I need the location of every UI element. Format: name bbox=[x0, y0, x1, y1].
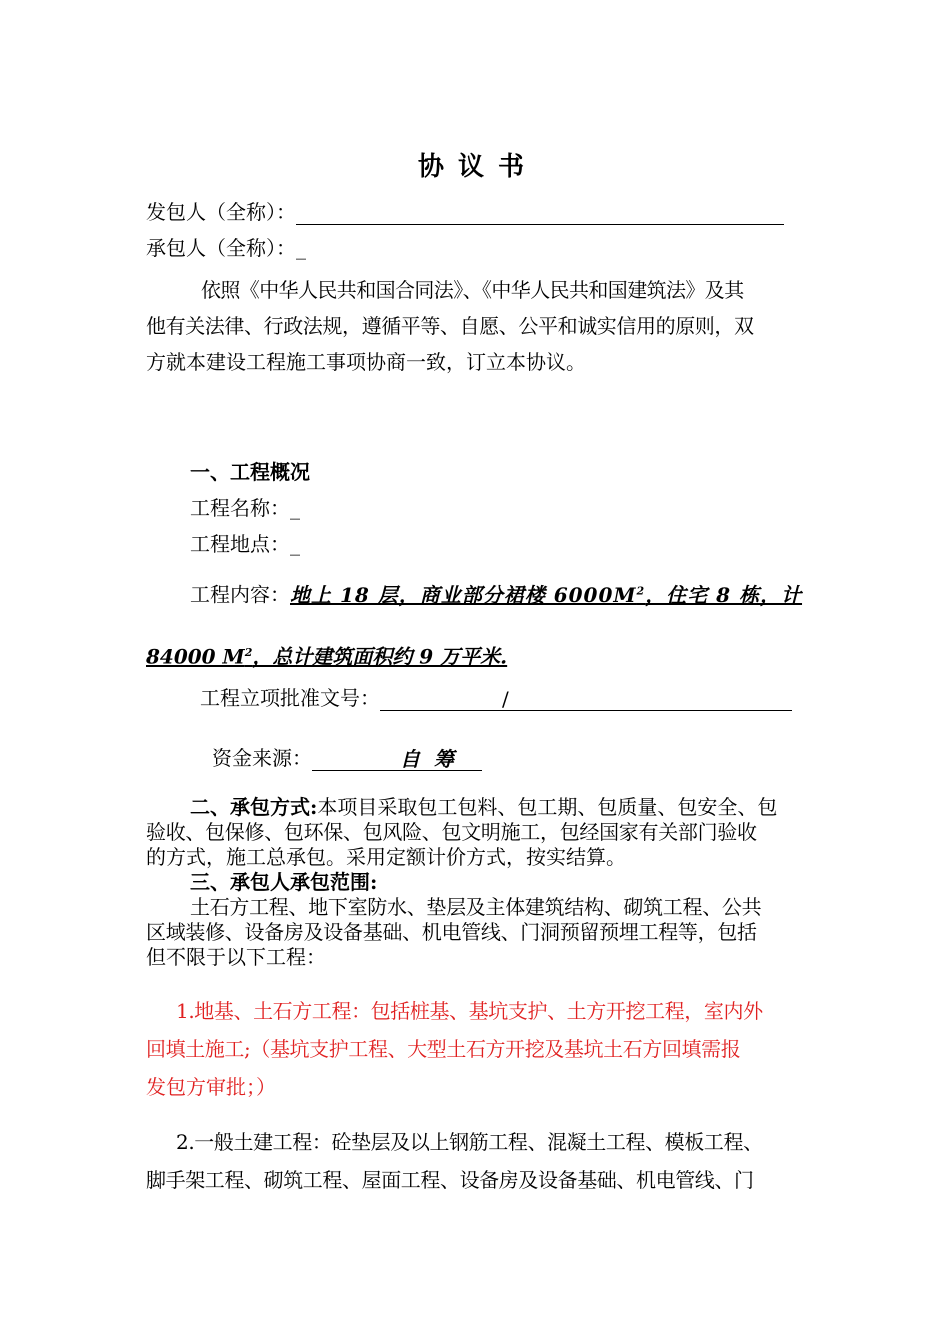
funding-value[interactable]: 自 筹 bbox=[312, 750, 482, 771]
project-content-value-a: 地上 18 层，商业部分裙楼 $6000M^2$，住宅 8 栋，计 bbox=[290, 582, 803, 607]
item1-line-1: 1.地基、土石方工程：包括桩基、基坑支护、土方开挖工程，室内外 bbox=[176, 999, 763, 1023]
item2-paragraph bbox=[146, 1123, 806, 1199]
approval-blank[interactable] bbox=[380, 687, 792, 711]
contractor-blank[interactable]: _ bbox=[296, 236, 306, 260]
intro-line-3: 方就本建设工程施工事项协商一致，订立本协议。 bbox=[146, 350, 586, 374]
project-location-blank[interactable]: _ bbox=[290, 532, 300, 556]
item1-line-3: 发包方审批；） bbox=[146, 1075, 276, 1099]
project-content-continued: 84000 $M^2$，总计建筑面积约 9 万平米. bbox=[146, 644, 508, 669]
approval-value: / bbox=[502, 687, 509, 711]
project-location-line bbox=[190, 531, 300, 557]
section2-line-3: 的方式，施工总承包。采用定额计价方式，按实结算。 bbox=[146, 845, 626, 869]
section3-line-2: 区域装修、设备房及设备基础、机电管线、门洞预留预埋工程等，包括 bbox=[146, 920, 757, 944]
approval-label: 工程立项批准文号： bbox=[200, 686, 380, 710]
section2-line-1: 二、承包方式:本项目采取包工包料、包工期、包质量、包安全、包 bbox=[190, 795, 778, 819]
contractor-line bbox=[146, 235, 306, 261]
funding-line bbox=[212, 745, 482, 771]
section3-line-3: 但不限于以下工程： bbox=[146, 945, 326, 969]
project-name-blank[interactable]: _ bbox=[290, 496, 300, 520]
document-title: 协议书 bbox=[418, 152, 539, 182]
employer-blank[interactable] bbox=[296, 204, 784, 225]
project-name-line bbox=[190, 495, 300, 521]
section3-line-1: 土石方工程、地下室防水、垫层及主体建筑结构、砌筑工程、公共 bbox=[190, 895, 762, 919]
intro-paragraph bbox=[146, 272, 806, 380]
project-content-label: 工程内容： bbox=[190, 582, 290, 607]
section3-heading: 三、承包人承包范围: bbox=[190, 870, 378, 894]
section2-paragraph bbox=[146, 795, 806, 970]
item2-line-2: 脚手架工程、砌筑工程、屋面工程、设备房及设备基础、机电管线、门 bbox=[146, 1168, 754, 1192]
section2-line-2: 验收、包保修、包环保、包风险、包文明施工，包经国家有关部门验收 bbox=[146, 820, 757, 844]
project-location-label: 工程地点： bbox=[190, 532, 290, 556]
item1-paragraph bbox=[146, 992, 806, 1106]
funding-label: 资金来源： bbox=[212, 746, 312, 770]
section1-heading: 一、工程概况 bbox=[190, 460, 310, 484]
item2-line-1: 2.一般土建工程：砼垫层及以上钢筋工程、混凝土工程、模板工程、 bbox=[176, 1130, 763, 1154]
employer-line bbox=[146, 199, 784, 225]
item1-line-2: 回填土施工;（基坑支护工程、大型土石方开挖及基坑土石方回填需报 bbox=[146, 1037, 741, 1061]
employer-label: 发包人（全称）： bbox=[146, 200, 296, 224]
project-content-line bbox=[190, 578, 802, 608]
intro-line-2: 他有关法律、行政法规，遵循平等、自愿、公平和诚实信用的原则，双 bbox=[146, 314, 754, 338]
intro-line-1: 依照《中华人民共和国合同法》、《中华人民共和国建筑法》及其 bbox=[201, 278, 744, 302]
contractor-label: 承包人（全称）： bbox=[146, 236, 296, 260]
project-name-label: 工程名称： bbox=[190, 496, 290, 520]
section2-heading: 二、承包方式: bbox=[190, 795, 318, 819]
approval-line bbox=[200, 685, 792, 711]
